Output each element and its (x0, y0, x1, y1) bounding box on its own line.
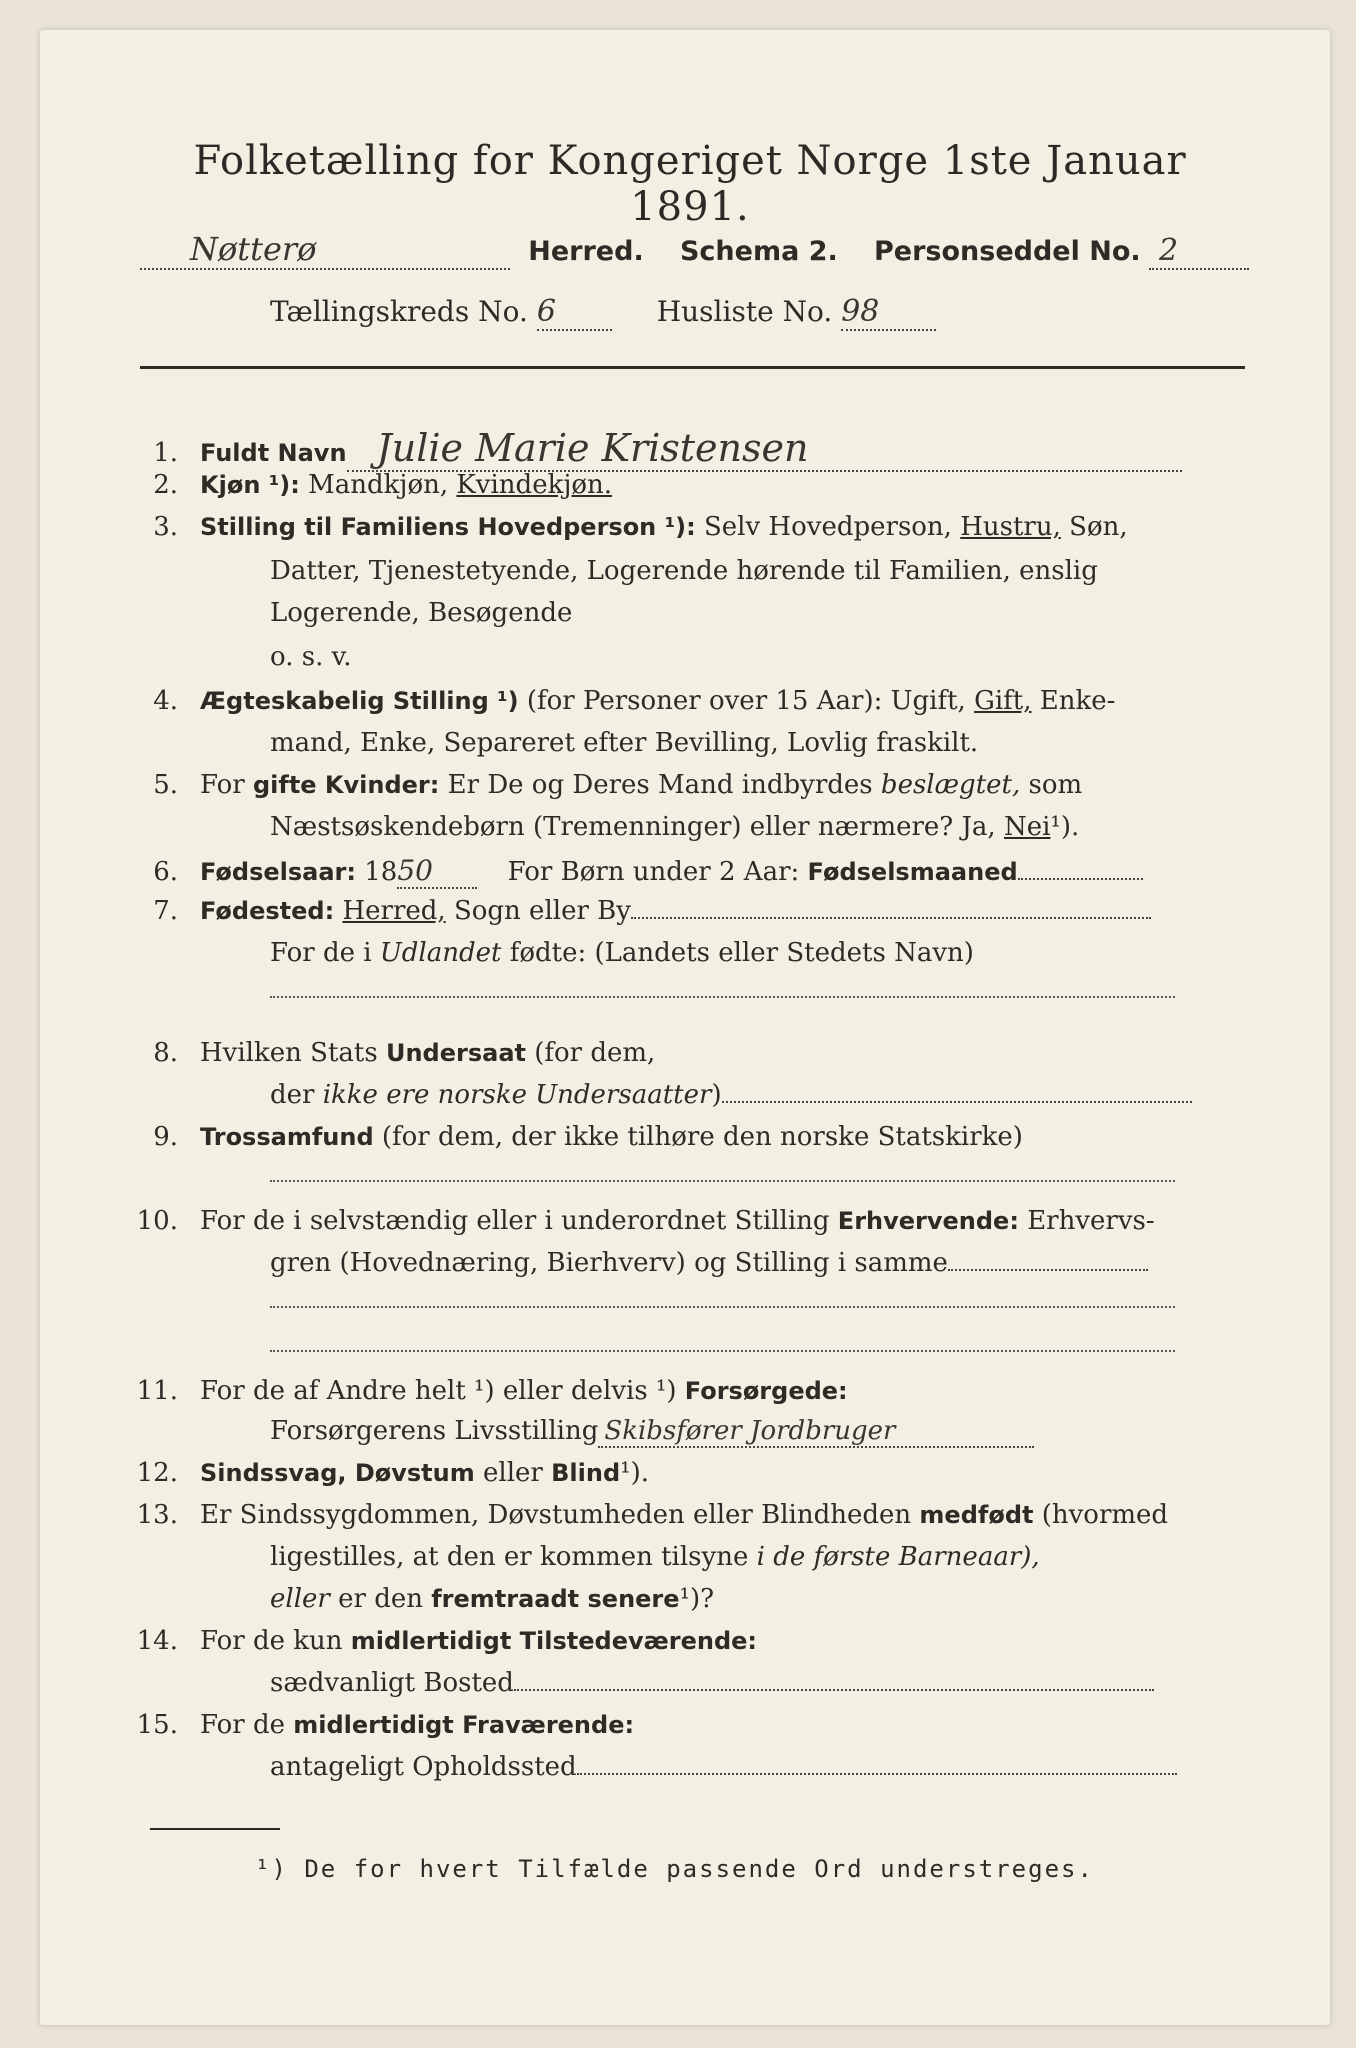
item-1-number: 1. (153, 438, 178, 468)
item-15-line2 (270, 1752, 1177, 1782)
gender-male: Mandkjøn, (308, 470, 449, 500)
occupation-field (948, 1269, 1148, 1271)
personseddel-label: Personseddel No. (874, 236, 1141, 267)
form-title: Folketælling for Kongeriget Norge 1ste Januar 1891. (193, 138, 1187, 230)
item-14-number: 14. (136, 1626, 178, 1656)
item-15-number: 15. (136, 1710, 178, 1740)
item-13 (130, 1500, 1168, 1530)
item-10-number: 10. (136, 1206, 178, 1236)
header-rule (140, 366, 1245, 369)
footnote-rule (150, 1828, 280, 1830)
census-form-sheet (40, 30, 1330, 2025)
item-7-sogn: Sogn eller By (453, 896, 631, 926)
item-3 (130, 512, 1128, 542)
item-5-label: gifte Kvinder: (252, 771, 440, 799)
item-2-label: Kjøn ¹): (200, 471, 300, 499)
item-10-text: For de i selvstændig eller i underordnet Stilling (200, 1206, 830, 1236)
item-13-label: medfødt (919, 1501, 1034, 1529)
item-8-line2-italic: ikke ere norske Undersaatter (322, 1080, 712, 1110)
item-8-label: Undersaat (385, 1039, 526, 1067)
item-9-blank-line (270, 1180, 1175, 1182)
item-13-text: Er Sindssygdommen, Døvstumheden eller Blindheden (200, 1500, 912, 1530)
item-12-label2: Blind (551, 1459, 621, 1487)
item-15-label: midlertidigt Fraværende: (293, 1711, 635, 1739)
item-1 (130, 426, 1182, 472)
item-10-line2-text: gren (Hovednæring, Bierhverv) og Stilling i samme (270, 1248, 948, 1278)
item-11-line2 (270, 1416, 1034, 1448)
item-10 (130, 1206, 1155, 1236)
birth-month-field (1018, 878, 1143, 880)
birth-year-prefix: 18 (364, 857, 398, 887)
item-12-end: ¹). (620, 1458, 649, 1488)
item-10-blank-line-1 (270, 1306, 1175, 1308)
provider-occupation-value: Skibsfører Jordbruger (598, 1416, 1034, 1448)
item-5-line2 (270, 812, 1079, 842)
herred-label: Herred. (528, 236, 644, 267)
item-5-line2-end: ¹). (1050, 812, 1080, 842)
item-10-text2: Erhvervs- (1027, 1206, 1155, 1236)
husliste-label: Husliste No. (656, 295, 833, 328)
full-name-value: Julie Marie Kristensen (347, 426, 1182, 472)
item-9-number: 9. (153, 1122, 178, 1152)
item-7-herred: Herred, (342, 896, 446, 926)
item-8-number: 8. (153, 1038, 178, 1068)
birth-year-value: 50 (397, 854, 477, 889)
item-5-end: som (1028, 770, 1083, 800)
item-4 (130, 686, 1115, 716)
birthplace-field (631, 917, 1151, 919)
item-13-number: 13. (136, 1500, 178, 1530)
item-7-blank-line (270, 996, 1175, 998)
item-12 (130, 1458, 649, 1488)
item-15 (130, 1710, 634, 1740)
item-12-number: 12. (136, 1458, 178, 1488)
item-14-line2-text: sædvanligt Bosted (270, 1668, 514, 1698)
item-5 (130, 770, 1082, 800)
item-10-line2 (270, 1248, 1148, 1278)
item-9-text: (for dem, der ikke tilhøre den norske Statskirke) (381, 1122, 1023, 1152)
item-5-line2-text: Næstsøskendebørn (Tremenninger) eller nærmere? Ja, (270, 812, 996, 842)
item-5-italic: beslægtet, (880, 770, 1021, 800)
item-3-number: 3. (153, 512, 178, 542)
item-9 (130, 1122, 1023, 1152)
item-9-label: Trossamfund (200, 1123, 374, 1151)
item-2-number: 2. (153, 470, 178, 500)
item-3-line4: o. s. v. (270, 642, 352, 672)
item-8-line2: der ikke ere norske Undersaatter) (270, 1080, 1192, 1110)
gender-female: Kvindekjøn. (456, 470, 613, 500)
item-3-line3: Logerende, Besøgende (270, 598, 573, 628)
herred-line (140, 230, 1249, 270)
usual-residence-field (514, 1689, 1154, 1691)
item-14-text: For de kun (200, 1626, 343, 1656)
item-7-line2-b: fødte: (Landets eller Stedets Navn) (509, 938, 974, 968)
item-10-label: Erhvervende: (837, 1207, 1019, 1235)
item-2 (130, 470, 612, 500)
item-6 (130, 854, 1143, 889)
item-8-text: Hvilken Stats (200, 1038, 378, 1068)
item-3-line2: Datter, Tjenestetyende, Logerende hørende til Familien, enslig (270, 556, 1098, 586)
item-7-label: Fødested: (200, 897, 335, 925)
item-4-label: Ægteskabelig Stilling ¹) (200, 687, 519, 715)
item-4-text: (for Personer over 15 Aar): Ugift, (526, 686, 966, 716)
item-14-line2 (270, 1668, 1154, 1698)
item-7 (130, 896, 1151, 926)
kreds-line (270, 294, 936, 331)
item-1-label: Fuldt Navn (200, 439, 347, 467)
item-4-married: Gift, (974, 686, 1032, 716)
item-11-label: Forsørgede: (684, 1377, 848, 1405)
item-13-line3-text: er den (338, 1584, 423, 1614)
item-10-blank-line-2 (270, 1350, 1175, 1352)
item-7-line2-a: For de i (270, 938, 372, 968)
item-7-line2-italic: Udlandet (379, 938, 502, 968)
item-7-line2 (270, 938, 974, 968)
item-4-number: 4. (153, 686, 178, 716)
item-13-line3 (270, 1584, 714, 1614)
probable-residence-field (577, 1773, 1177, 1775)
item-11 (130, 1376, 848, 1406)
kreds-value: 6 (537, 294, 612, 331)
item-13-line3-label: fremtraadt senere (431, 1585, 680, 1613)
item-5-number: 5. (153, 770, 178, 800)
item-12-label: Sindssvag, Døvstum (200, 1459, 475, 1487)
item-8-line2-a: der (270, 1080, 315, 1110)
item-13-line3-italic: eller (270, 1584, 330, 1614)
husliste-value: 98 (841, 294, 936, 331)
item-3-self: Selv Hovedperson, (703, 512, 952, 542)
item-11-line2-text: Forsørgerens Livsstilling (270, 1416, 599, 1446)
kreds-label: Tællingskreds No. (270, 295, 528, 328)
item-13-line3-end: ¹)? (679, 1584, 715, 1614)
personseddel-value: 2 (1149, 233, 1249, 270)
item-3-wife: Hustru, (960, 512, 1061, 542)
item-7-number: 7. (153, 896, 178, 926)
item-13-line2 (270, 1542, 1040, 1572)
item-13-line2-text: ligestilles, at den er kommen tilsyne (270, 1542, 749, 1572)
herred-value: Nøtterø (140, 230, 510, 270)
item-8-text2: (for dem, (534, 1038, 656, 1068)
item-15-line2-text: antageligt Opholdssted (270, 1752, 577, 1782)
item-13-text2: (hvormed (1041, 1500, 1169, 1530)
item-14-label: midlertidigt Tilstedeværende: (350, 1627, 758, 1655)
item-3-son: Søn, (1069, 512, 1128, 542)
item-6-label2: Fødselsmaaned (807, 858, 1018, 886)
item-15-text: For de (200, 1710, 285, 1740)
item-6-label: Fødselsaar: (200, 858, 356, 886)
item-8 (130, 1038, 655, 1068)
item-14 (130, 1626, 757, 1656)
nationality-field (722, 1101, 1192, 1103)
item-4-widow: Enke- (1039, 686, 1116, 716)
item-5-for: For (200, 770, 245, 800)
item-5-no: Nei (1003, 812, 1051, 842)
item-6-number: 6. (153, 857, 178, 887)
item-3-label: Stilling til Familiens Hovedperson ¹): (200, 513, 696, 541)
item-11-number: 11. (136, 1376, 178, 1406)
item-6-text: For Børn under 2 Aar: (507, 857, 800, 887)
schema-label: Schema 2. (679, 236, 838, 267)
item-13-line2-italic: i de første Barneaar), (756, 1542, 1040, 1572)
item-12-text: eller (483, 1458, 543, 1488)
item-11-text: For de af Andre helt ¹) eller delvis ¹) (200, 1376, 677, 1406)
item-4-line2: mand, Enke, Separeret efter Bevilling, Lovlig fraskilt. (270, 728, 979, 758)
item-5-text: Er De og Deres Mand indbyrdes (447, 770, 873, 800)
footnote: ¹) De for hvert Tilfælde passende Ord understreges. (255, 1855, 1094, 1883)
